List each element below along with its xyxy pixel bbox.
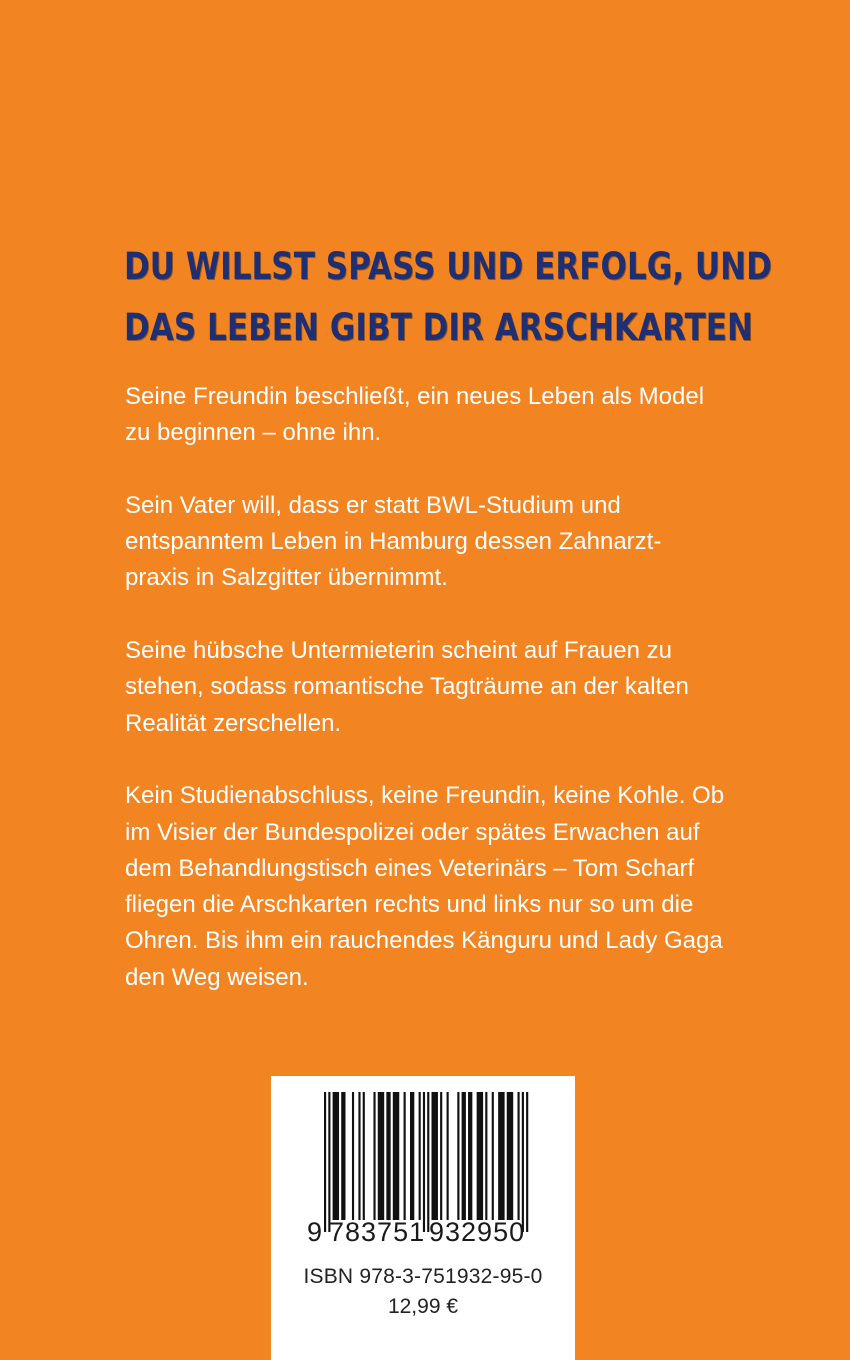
- barcode-bar: [404, 1092, 406, 1220]
- barcode-guard-bar: [526, 1092, 528, 1232]
- barcode-guard-bar: [427, 1092, 429, 1232]
- headline-line-2: DAS LEBEN GIBT DIR ARSCHKARTEN: [124, 306, 754, 349]
- headline: [124, 236, 772, 358]
- barcode-bar: [457, 1092, 459, 1220]
- isbn-number: ISBN 978-3-751932-95-0: [303, 1265, 543, 1288]
- barcode-bar: [432, 1092, 438, 1220]
- barcode-bar: [333, 1092, 339, 1220]
- barcode-bar: [507, 1092, 513, 1220]
- price: 12,99 €: [387, 1295, 459, 1318]
- blurb-paragraph-2: Sein Vater will, dass er statt BWL-Studium und entspanntem Leben in Hamburg dessen Zahnarzt-praxis in Salzgitter übernimmt.: [125, 491, 662, 592]
- barcode-bar: [352, 1092, 354, 1220]
- barcode-guard-bar: [328, 1092, 330, 1232]
- barcode-bar: [518, 1092, 520, 1220]
- barcode-bar: [485, 1092, 487, 1220]
- blurb-paragraph-4: Kein Studienabschluss, keine Freundin, keine Kohle. Ob im Visier der Bundespolizei oder spätes Erwachen auf dem Behandlungstisch eines Veterinärs – Tom Scharf fliegen die Arschkarten rechts und links nur so um die Ohren. Bis ihm ein rauchendes Känguru und Lady Gaga den Weg weisen.: [125, 782, 725, 991]
- barcode-digits-left: 783751: [329, 1217, 426, 1247]
- barcode-bar: [462, 1092, 466, 1220]
- barcode-bar: [341, 1092, 345, 1220]
- barcode-guard-bar: [522, 1092, 524, 1232]
- barcode-guard-bar: [324, 1092, 326, 1232]
- barcode-bar: [447, 1092, 449, 1220]
- barcode-bar: [386, 1092, 390, 1220]
- barcode-bar: [363, 1092, 365, 1220]
- barcode-bar: [492, 1092, 494, 1220]
- blurb-paragraph-1: Seine Freundin beschließt, ein neues Leben als Model zu beginnen – ohne ihn.: [125, 383, 705, 447]
- barcode-bar: [468, 1092, 472, 1220]
- barcode-digit-lead: 9: [307, 1217, 324, 1247]
- headline-line-1: DU WILLST SPASS UND ERFOLG, UND: [124, 245, 772, 288]
- blurb-paragraph-3: Seine hübsche Untermieterin scheint auf Frauen zu stehen, sodass romantische Tagträume an der kalten Realität zerschellen.: [125, 637, 689, 737]
- barcode-bar: [373, 1092, 375, 1220]
- barcode-bar: [477, 1092, 483, 1220]
- barcode-box: [271, 1076, 575, 1360]
- barcode-bar: [378, 1092, 384, 1220]
- barcode-bar: [440, 1092, 442, 1220]
- barcode-bar: [498, 1092, 504, 1220]
- barcode-digits-right: 932950: [429, 1217, 526, 1247]
- barcode-bar: [393, 1092, 399, 1220]
- barcode-guard-bar: [423, 1092, 425, 1232]
- barcode-bar: [419, 1092, 421, 1220]
- barcode-bar: [358, 1092, 360, 1220]
- barcode-bar: [410, 1092, 414, 1220]
- blurb-text: [125, 379, 725, 1032]
